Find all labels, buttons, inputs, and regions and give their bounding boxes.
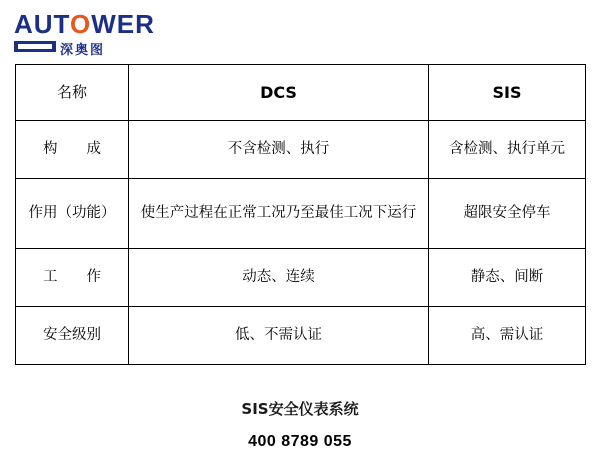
- cell-dcs-safety-level: 低、不需认证: [129, 307, 429, 365]
- table-row: [16, 179, 586, 249]
- cell-sis-operation: 静态、间断: [429, 249, 586, 307]
- row-label-function: 作用（功能）: [16, 179, 129, 249]
- comparison-table-container: [15, 64, 585, 365]
- company-logo: [14, 10, 194, 58]
- cell-sis-safety-level: 高、需认证: [429, 307, 586, 365]
- logo-bar-shape: [14, 41, 56, 52]
- row-label-operation: 工 作: [16, 249, 129, 307]
- table-header-row: [16, 65, 586, 121]
- logo-text-part1: AUT: [14, 9, 70, 39]
- cell-dcs-function: 使生产过程在正常工况乃至最佳工况下运行: [129, 179, 429, 249]
- column-header-dcs: DCS: [129, 65, 429, 121]
- row-label-safety-level: 安全级别: [16, 307, 129, 365]
- logo-bar-inner-shape: [18, 44, 52, 49]
- table-row: [16, 121, 586, 179]
- column-header-name: 名称: [16, 65, 129, 121]
- cell-dcs-operation: 动态、连续: [129, 249, 429, 307]
- footer: [0, 398, 600, 451]
- table-row: [16, 307, 586, 365]
- footer-caption: SIS安全仪表系统: [241, 400, 359, 418]
- footer-phone-number: 400 8789 055: [248, 433, 352, 450]
- logo-text-part2: WER: [91, 9, 155, 39]
- dcs-sis-comparison-table: [15, 64, 586, 365]
- table-row: [16, 249, 586, 307]
- cell-dcs-composition: 不含检测、执行: [129, 121, 429, 179]
- logo-text-accent: O: [69, 9, 92, 39]
- row-label-composition: 构 成: [16, 121, 129, 179]
- logo-wordmark: [14, 10, 194, 38]
- column-header-sis: SIS: [429, 65, 586, 121]
- cell-sis-function: 超限安全停车: [429, 179, 586, 249]
- cell-sis-composition: 含检测、执行单元: [429, 121, 586, 179]
- logo-chinese-name: 深奥图: [60, 43, 106, 58]
